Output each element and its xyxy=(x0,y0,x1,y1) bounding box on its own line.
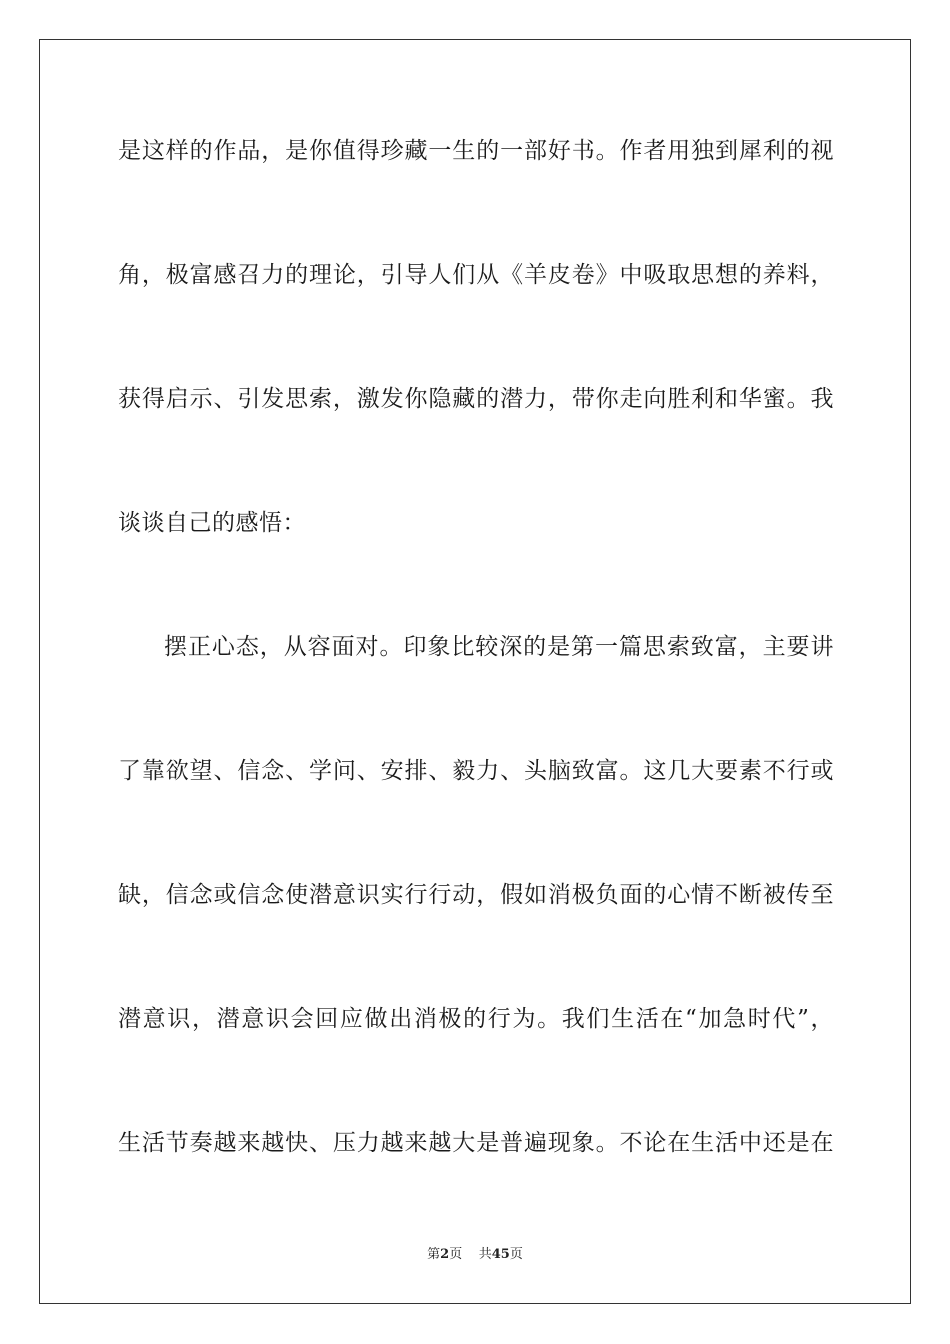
body-text-line: 是这样的作品，是你值得珍藏一生的一部好书。作者用独到犀利的视 xyxy=(118,138,834,164)
body-text-line: 缺，信念或信念使潜意识实行行动，假如消极负面的心情不断被传至 xyxy=(118,882,834,908)
paragraph-first-line: 摆正心态，从容面对。印象比较深的是第一篇思索致富，主要讲 xyxy=(164,634,834,660)
body-text-line: 生活节奏越来越快、压力越来越大是普遍现象。不论在生活中还是在 xyxy=(118,1130,834,1156)
body-text-line: 潜意识，潜意识会回应做出消极的行为。我们生活在“加急时代”， xyxy=(118,1006,834,1032)
body-text-line: 了靠欲望、信念、学问、安排、毅力、头脑致富。这几大要素不行或 xyxy=(118,758,834,784)
current-page-number: 2 xyxy=(440,1247,450,1262)
total-prefix: 共 xyxy=(478,1247,492,1262)
page-border xyxy=(39,39,911,1304)
page-suffix: 页 xyxy=(449,1247,463,1262)
body-text-line: 角，极富感召力的理论，引导人们从《羊皮卷》中吸取思想的养料， xyxy=(118,262,834,288)
body-text-line: 获得启示、引发思索，激发你隐藏的潜力，带你走向胜利和华蜜。我 xyxy=(118,386,834,412)
body-text-line: 谈谈自己的感悟： xyxy=(118,510,306,536)
total-suffix: 页 xyxy=(509,1247,523,1262)
page-footer xyxy=(0,1245,950,1265)
page-prefix: 第 xyxy=(427,1247,441,1262)
total-pages-number: 45 xyxy=(491,1247,510,1262)
